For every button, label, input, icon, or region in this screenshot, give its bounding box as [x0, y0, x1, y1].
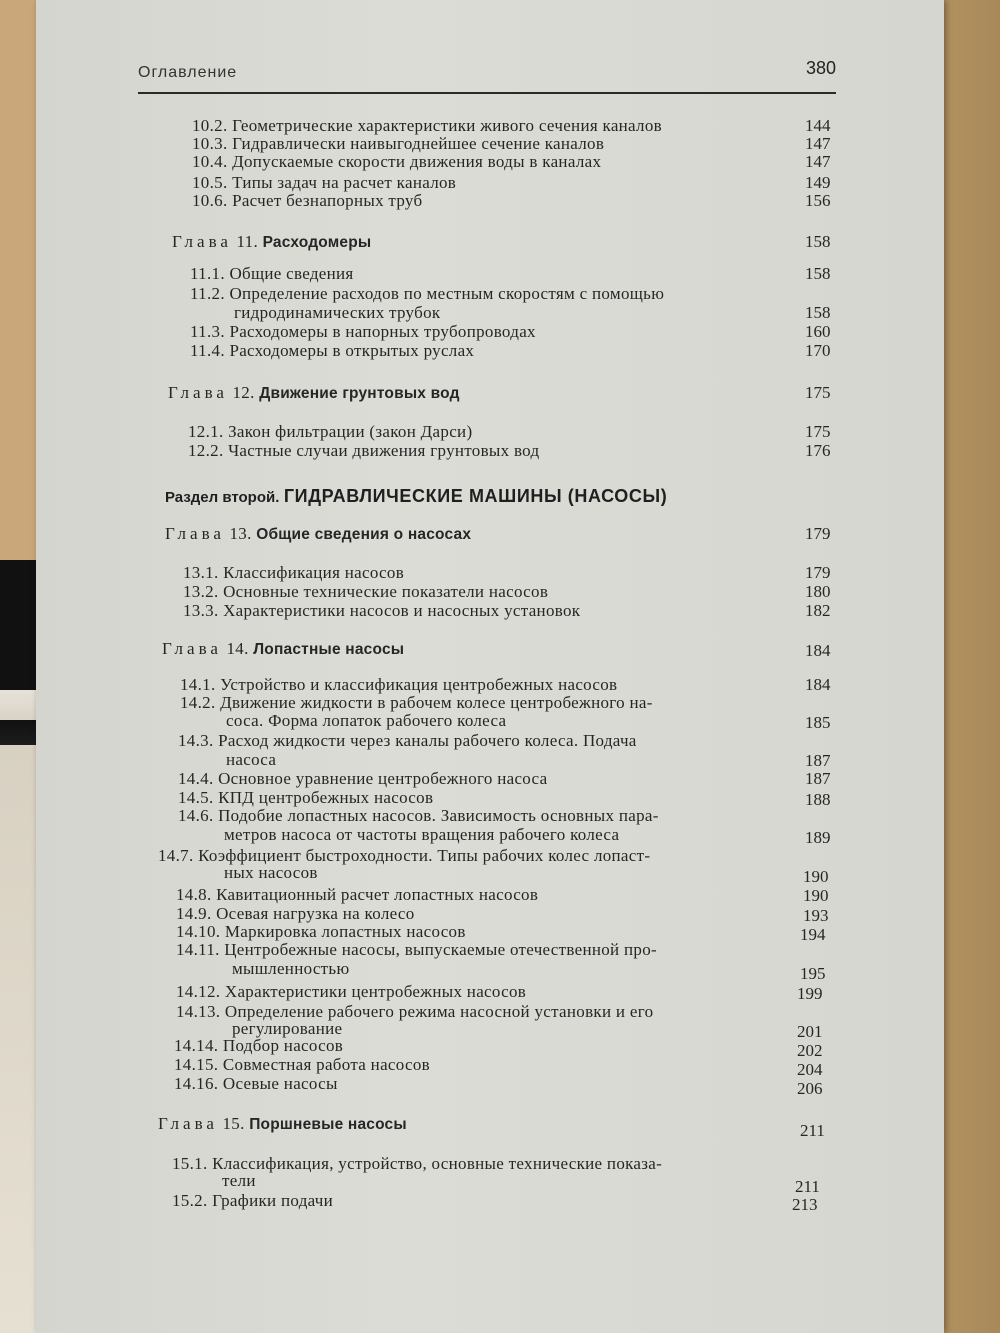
background-table — [940, 0, 1000, 1333]
toc-entry: 14.4. Основное уравнение центробежного насоса — [178, 769, 548, 788]
toc-page: 158 — [805, 303, 831, 322]
section-heading: Раздел второй. ГИДРАВЛИЧЕСКИЕ МАШИНЫ (НАСОСЫ) — [165, 486, 668, 506]
toc-page: 211 — [800, 1121, 825, 1140]
toc-page: 156 — [805, 191, 831, 210]
toc-entry: 14.16. Осевые насосы — [174, 1074, 338, 1093]
toc-page: 206 — [797, 1079, 823, 1098]
toc-entry: 14.9. Осевая нагрузка на колесо — [176, 904, 415, 923]
toc-entry: 11.3. Расходомеры в напорных трубопроводах — [190, 322, 536, 341]
toc-page: 188 — [805, 790, 831, 809]
toc-entry: 11.1. Общие сведения — [190, 264, 354, 283]
toc-entry: 12.1. Закон фильтрации (закон Дарси) — [188, 422, 473, 441]
toc-page: 185 — [805, 713, 831, 732]
toc-page: 204 — [797, 1060, 823, 1079]
toc-entry: 10.3. Гидравлически наивыгоднейшее сечение каналов — [192, 134, 605, 153]
toc-page: 201 — [797, 1022, 823, 1041]
toc-entry: 14.8. Кавитационный расчет лопастных насосов — [176, 885, 539, 904]
toc-entry: 15.1. Классификация, устройство, основные технические показа- — [172, 1154, 663, 1173]
toc-entry: 14.7. Коэффициент быстроходности. Типы рабочих колес лопаст- — [158, 846, 651, 865]
toc-entry: 11.2. Определение расходов по местным скоростям с помощью — [190, 284, 665, 303]
toc-entry: 13.2. Основные технические показатели насосов — [183, 582, 549, 601]
page-number: 380 — [805, 58, 836, 78]
toc-page: 189 — [805, 828, 831, 847]
toc-page: 180 — [805, 582, 831, 601]
toc-page: 147 — [805, 134, 831, 153]
toc-page: 202 — [797, 1041, 823, 1060]
toc-entry: 14.14. Подбор насосов — [174, 1036, 344, 1055]
toc-entry: 13.3. Характеристики насосов и насосных установок — [183, 601, 581, 620]
toc-page: 144 — [805, 116, 831, 135]
toc-entry-continuation: ных насосов — [224, 863, 318, 882]
toc-page: 160 — [805, 322, 831, 341]
chapter-heading: Глава 14. Лопастные насосы — [162, 639, 405, 658]
chapter-heading: Глава 15. Поршневые насосы — [158, 1114, 407, 1133]
toc-entry: 12.2. Частные случаи движения грунтовых вод — [188, 441, 540, 460]
toc-page: 190 — [803, 886, 829, 905]
toc-entry-continuation: гидродинамических трубок — [234, 303, 441, 322]
toc-page: 176 — [805, 441, 831, 460]
chapter-heading: Глава 12. Движение грунтовых вод — [168, 383, 460, 402]
toc-page: 184 — [805, 675, 831, 694]
toc-entry: 10.6. Расчет безнапорных труб — [192, 191, 423, 210]
toc-page: 187 — [805, 769, 831, 788]
toc-entry: 14.10. Маркировка лопастных насосов — [176, 922, 466, 941]
toc-entry: 15.2. Графики подачи — [172, 1191, 334, 1210]
toc-page: 170 — [805, 341, 831, 360]
toc-entry: 14.3. Расход жидкости через каналы рабочего колеса. Подача — [178, 731, 637, 750]
toc-entry: 14.6. Подобие лопастных насосов. Зависимость основных пара- — [178, 806, 659, 825]
toc-entry: 14.2. Движение жидкости в рабочем колесе центробежного на- — [180, 693, 653, 712]
toc-page: 158 — [805, 232, 831, 251]
toc-entry-continuation: метров насоса от частоты вращения рабочего колеса — [224, 825, 620, 844]
toc-page: 213 — [792, 1195, 818, 1214]
toc-entry-continuation: мышленностью — [232, 959, 350, 978]
toc-entry: 10.4. Допускаемые скорости движения воды в каналах — [192, 152, 602, 171]
toc-page: 199 — [797, 984, 823, 1003]
toc-page: 179 — [805, 524, 831, 543]
toc-page: 182 — [805, 601, 831, 620]
toc-entry: 13.1. Классификация насосов — [183, 563, 405, 582]
toc-entry: 11.4. Расходомеры в открытых руслах — [190, 341, 475, 360]
chapter-heading: Глава 11. Расходомеры — [172, 232, 372, 251]
toc-page: 194 — [800, 925, 826, 944]
page-header — [138, 56, 836, 94]
toc-entry: 14.5. КПД центробежных насосов — [178, 788, 434, 807]
toc-entry: 10.2. Геометрические характеристики живого сечения каналов — [192, 116, 662, 135]
toc-entry-continuation: регулирование — [232, 1019, 343, 1038]
toc-entry-continuation: соса. Форма лопаток рабочего колеса — [226, 711, 507, 730]
toc-page: 187 — [805, 751, 831, 770]
toc-page: 147 — [805, 152, 831, 171]
toc-page: 211 — [795, 1177, 820, 1196]
toc-page: 195 — [800, 964, 826, 983]
running-title: Оглавление — [138, 64, 238, 81]
toc-entry-continuation: насоса — [226, 750, 277, 769]
toc-entry-continuation: тели — [222, 1171, 256, 1190]
toc-page: 193 — [803, 906, 829, 925]
toc-page: 175 — [805, 383, 831, 402]
toc-entry: 14.11. Центробежные насосы, выпускаемые отечественной про- — [176, 940, 657, 959]
toc-page: 184 — [805, 641, 831, 660]
toc-entry: 14.15. Совместная работа насосов — [174, 1055, 430, 1074]
toc-page: 175 — [805, 422, 831, 441]
toc-page: 149 — [805, 173, 831, 192]
toc-entry: 14.13. Определение рабочего режима насосной установки и его — [176, 1002, 654, 1021]
chapter-heading: Глава 13. Общие сведения о насосах — [165, 524, 472, 543]
toc-entry: 14.1. Устройство и классификация центробежных насосов — [180, 675, 618, 694]
toc-page: 158 — [805, 264, 831, 283]
toc-page: 179 — [805, 563, 831, 582]
toc-entry: 10.5. Типы задач на расчет каналов — [192, 173, 457, 192]
toc-entry: 14.12. Характеристики центробежных насосов — [176, 982, 527, 1001]
toc-page: 190 — [803, 867, 829, 886]
